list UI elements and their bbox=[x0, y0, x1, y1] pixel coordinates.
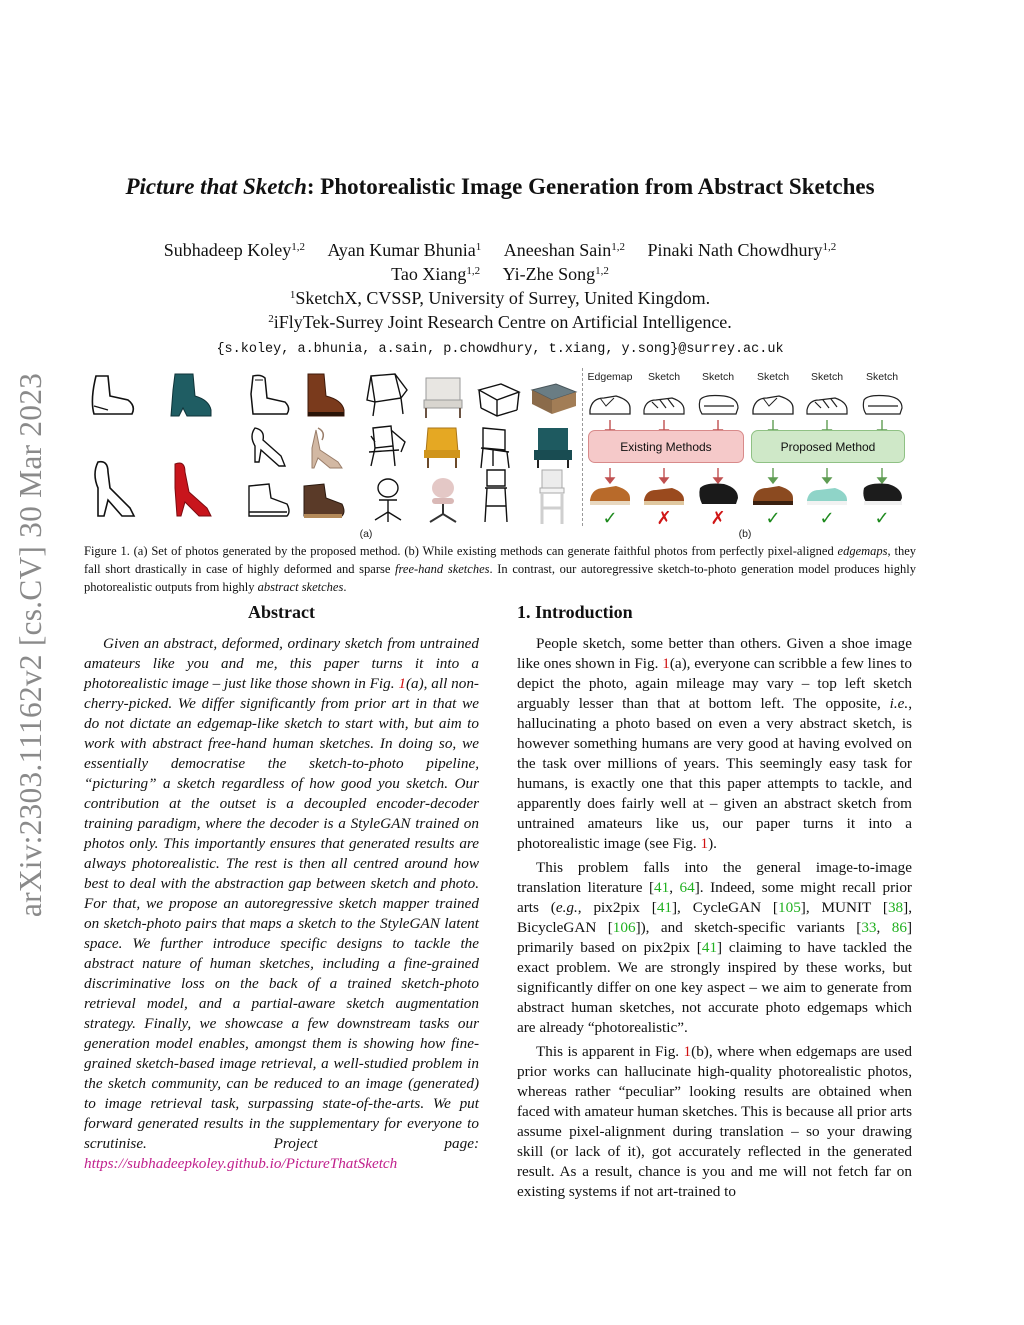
author-block bbox=[100, 238, 900, 362]
intro-paragraph: This problem falls into the general image-to-image translation literature [41, 64]. Indeed, some might recall prior arts (e.g., pix2pix [41], CycleGAN [105], MUNIT [38], BicycleGAN [106]), and sketch-specific variants [33, 86] primarily based on pix2pix [41] claiming to have tackled the exact problem. We are strongly inspired by these works, but significantly differ on one key aspect – we aim to generate from abstract human sketches, not accurate photo edgemaps which are already “photorealistic”. bbox=[517, 859, 913, 1036]
citation[interactable]: 86 bbox=[891, 919, 907, 936]
paper-title bbox=[100, 172, 900, 202]
output-photo bbox=[640, 476, 688, 510]
title-italic: Picture that Sketch bbox=[125, 174, 307, 199]
sketch-input bbox=[694, 386, 742, 420]
affiliation-1: $^1$SketchX, CVSSP, University of Surrey, United Kingdom. bbox=[289, 288, 711, 308]
citation[interactable]: 33 bbox=[861, 919, 877, 936]
output-photo bbox=[803, 476, 851, 510]
title-rest: : Photorealistic Image Generation from Abstract Sketches bbox=[306, 174, 875, 199]
figure-ref[interactable]: 1 bbox=[700, 835, 709, 852]
arxiv-stamp bbox=[6, 352, 56, 938]
column-label-sketch: Sketch bbox=[865, 371, 899, 383]
teal-chair-photo bbox=[526, 422, 580, 472]
heel-sketch bbox=[241, 422, 295, 472]
figure-1 bbox=[86, 366, 916, 542]
check-mark: ✓ bbox=[819, 508, 835, 529]
red-stiletto-photo bbox=[161, 458, 215, 520]
sketch-input bbox=[858, 386, 906, 420]
armchair-sketch bbox=[361, 370, 415, 420]
author: Tao Xiang$^{1,2}$ bbox=[391, 264, 481, 284]
column-label-edgemap: Edgemap bbox=[587, 371, 633, 383]
output-photo bbox=[694, 476, 742, 510]
check-mark: ✓ bbox=[765, 508, 781, 529]
sketch-input bbox=[640, 386, 688, 420]
generated-photos-grid bbox=[86, 366, 576, 526]
column-label-sketch: Sketch bbox=[647, 371, 681, 383]
figure-ref[interactable]: 1 bbox=[398, 675, 406, 692]
citation[interactable]: 38 bbox=[887, 899, 904, 916]
check-mark: ✓ bbox=[602, 508, 618, 529]
project-page-link[interactable]: https://subhadeepkoley.github.io/PictureThatSketch bbox=[84, 1155, 398, 1172]
affiliation-2: $^2$iFlyTek-Surrey Joint Research Centre on Artificial Intelligence. bbox=[268, 312, 732, 332]
introduction-section bbox=[517, 600, 912, 1206]
cross-mark: ✗ bbox=[656, 508, 672, 529]
proposed-method-box: Proposed Method bbox=[751, 430, 905, 463]
author: Subhadeep Koley$^{1,2}$ bbox=[163, 240, 305, 260]
citation[interactable]: 41 bbox=[654, 879, 670, 896]
figure-ref[interactable]: 1 bbox=[683, 1043, 692, 1060]
ottoman-sketch bbox=[471, 370, 525, 420]
figure-separator bbox=[582, 368, 583, 526]
stiletto-sketch bbox=[86, 458, 140, 520]
white-stool-photo bbox=[526, 466, 580, 526]
yellow-chair-photo bbox=[416, 422, 470, 472]
citation[interactable]: 41 bbox=[701, 939, 718, 956]
arxiv-stamp-text: arXiv:2303.11162v2 [cs.CV] 30 Mar 2023 bbox=[13, 372, 48, 918]
abstract-heading: Abstract bbox=[248, 602, 315, 622]
abstract-text: Given an abstract, deformed, ordinary sketch from untrained amateurs like you and me, this paper turns it into a photorealistic image – just like those shown in Fig. 1(a), all non-cherry-picked. We differ significantly from prior art in that we do not dictate an edgemap-like sketch to start with, but aim to work with abstract free-hand human sketches. In doing so, we essentially democratise the sketch-to-photo pipeline, “picturing” a sketch regardless of how good you sketch. Our contribution at the outset is a decoupled encoder-decoder training paradigm, where the decoder is a StyleGAN trained on photos only. This importantly ensures that generated results are always photorealistic. The rest is then all centred around how best to deal with the abstraction gap between sketch and photo. For that, we propose an autoregressive sketch mapper trained on sketch-photo pairs that maps a sketch to the StyleGAN latent space. We further introduce specific designs to tackle the abstract nature of human sketches, including a fine-grained discriminative loss on the back of a trained sketch-photo retrieval model, and a partial-aware sketch augmentation strategy. Finally, we showcase a few downstream tasks our generation model enables, amongst them is showing how fine-grained sketch-based image retrieval, a well-studied problem in the sketch community, can be reduced to an image (generated) to image retrieval task, surpassing state-of-the-arts. We put forward generated results in the supplementary for everyone to scrutinise. Project page: https://subhadeepkoley.github.io/PictureThatSketch bbox=[84, 635, 479, 1172]
ottoman-photo bbox=[526, 370, 580, 420]
citation[interactable]: 64 bbox=[679, 879, 695, 896]
output-photo bbox=[858, 476, 906, 510]
desert-boot-photo bbox=[296, 476, 350, 526]
desert-boot-sketch bbox=[241, 476, 295, 526]
intro-paragraph: This is apparent in Fig. 1(b), where when edgemaps are used prior works can hallucinate high-quality photorealistic photos, whereas rather “peculiar” looking results are obtained when faced with amateur human sketches. This is because all prior arts assume pixel-alignment during translation – so your drawing skill (or lack of it), got accurately reflected in the generated result. As a result, chance is you and me will not fetch far on existing systems if not art-trained to bbox=[517, 1043, 912, 1200]
output-photo bbox=[586, 476, 634, 510]
figure-label-a: (a) bbox=[359, 528, 373, 540]
abstract-section bbox=[84, 600, 479, 1174]
white-armchair-photo bbox=[416, 370, 470, 420]
citation[interactable]: 106 bbox=[612, 919, 636, 936]
introduction-heading: 1. Introduction bbox=[517, 602, 633, 622]
check-mark: ✓ bbox=[874, 508, 890, 529]
edgemap-input bbox=[586, 386, 634, 420]
intro-paragraph: People sketch, some better than others. Given a shoe image like ones shown in Fig. 1(a), everyone can scribble a few lines to depict the photo, again mileage may vary – top left sketch arguably lesser than that at bottom left. The opposite, i.e., hallucinating a photo based on even a very abstract sketch, is however something humans are very good at having evolved on the task over millions of years. This seemingly easy task for humans, is exactly one that this paper attempts to tackle, and apparently does fairly well at – given an abstract sketch from untrained amateurs like us, our paper turns it into a photorealistic image (see Fig. 1). bbox=[517, 635, 912, 852]
author-row-1 bbox=[100, 238, 900, 262]
author: Pinaki Nath Chowdhury$^{1,2}$ bbox=[647, 240, 837, 260]
sketch-input bbox=[749, 386, 797, 420]
author: Yi-Zhe Song$^{1,2}$ bbox=[502, 264, 609, 284]
output-photo bbox=[749, 476, 797, 510]
existing-methods-box: Existing Methods bbox=[588, 430, 744, 463]
citation[interactable]: 41 bbox=[656, 899, 672, 916]
teal-boot-photo bbox=[161, 370, 215, 420]
office-chair-sketch bbox=[361, 476, 415, 526]
column-label-sketch: Sketch bbox=[701, 371, 735, 383]
bar-stool-sketch bbox=[471, 466, 525, 526]
figure-label-b: (b) bbox=[738, 528, 752, 540]
column-label-sketch: Sketch bbox=[810, 371, 844, 383]
cross-mark: ✗ bbox=[710, 508, 726, 529]
brown-boot-photo bbox=[296, 370, 350, 420]
author: Aneeshan Sain$^{1,2}$ bbox=[503, 240, 626, 260]
author-row-2 bbox=[100, 262, 900, 286]
figure-ref[interactable]: 1 bbox=[662, 655, 670, 672]
chair-sketch bbox=[361, 422, 415, 472]
author: Ayan Kumar Bhunia$^1$ bbox=[327, 240, 482, 260]
citation[interactable]: 105 bbox=[778, 899, 801, 916]
figure-caption: Figure 1. (a) Set of photos generated by the proposed method. (b) While existing methods can generate faithful photos from perfectly pixel-aligned edgemaps, they fall short drastically in case of highly deformed and sparse free-hand sketches. In contrast, our autoregressive sketch-to-photo generation model produces highly photorealistic outputs from highly abstract sketches. bbox=[84, 544, 916, 594]
sketch-input bbox=[803, 386, 851, 420]
chelsea-boot-sketch bbox=[241, 370, 295, 420]
column-label-sketch: Sketch bbox=[756, 371, 790, 383]
pink-office-chair-photo bbox=[416, 476, 470, 526]
author-emails: {s.koley, a.bhunia, a.sain, p.chowdhury, t.xiang, y.song}@surrey.ac.uk bbox=[216, 342, 784, 357]
nude-heel-photo bbox=[296, 422, 350, 472]
side-chair-sketch bbox=[471, 422, 525, 472]
boot-sketch bbox=[86, 370, 140, 420]
